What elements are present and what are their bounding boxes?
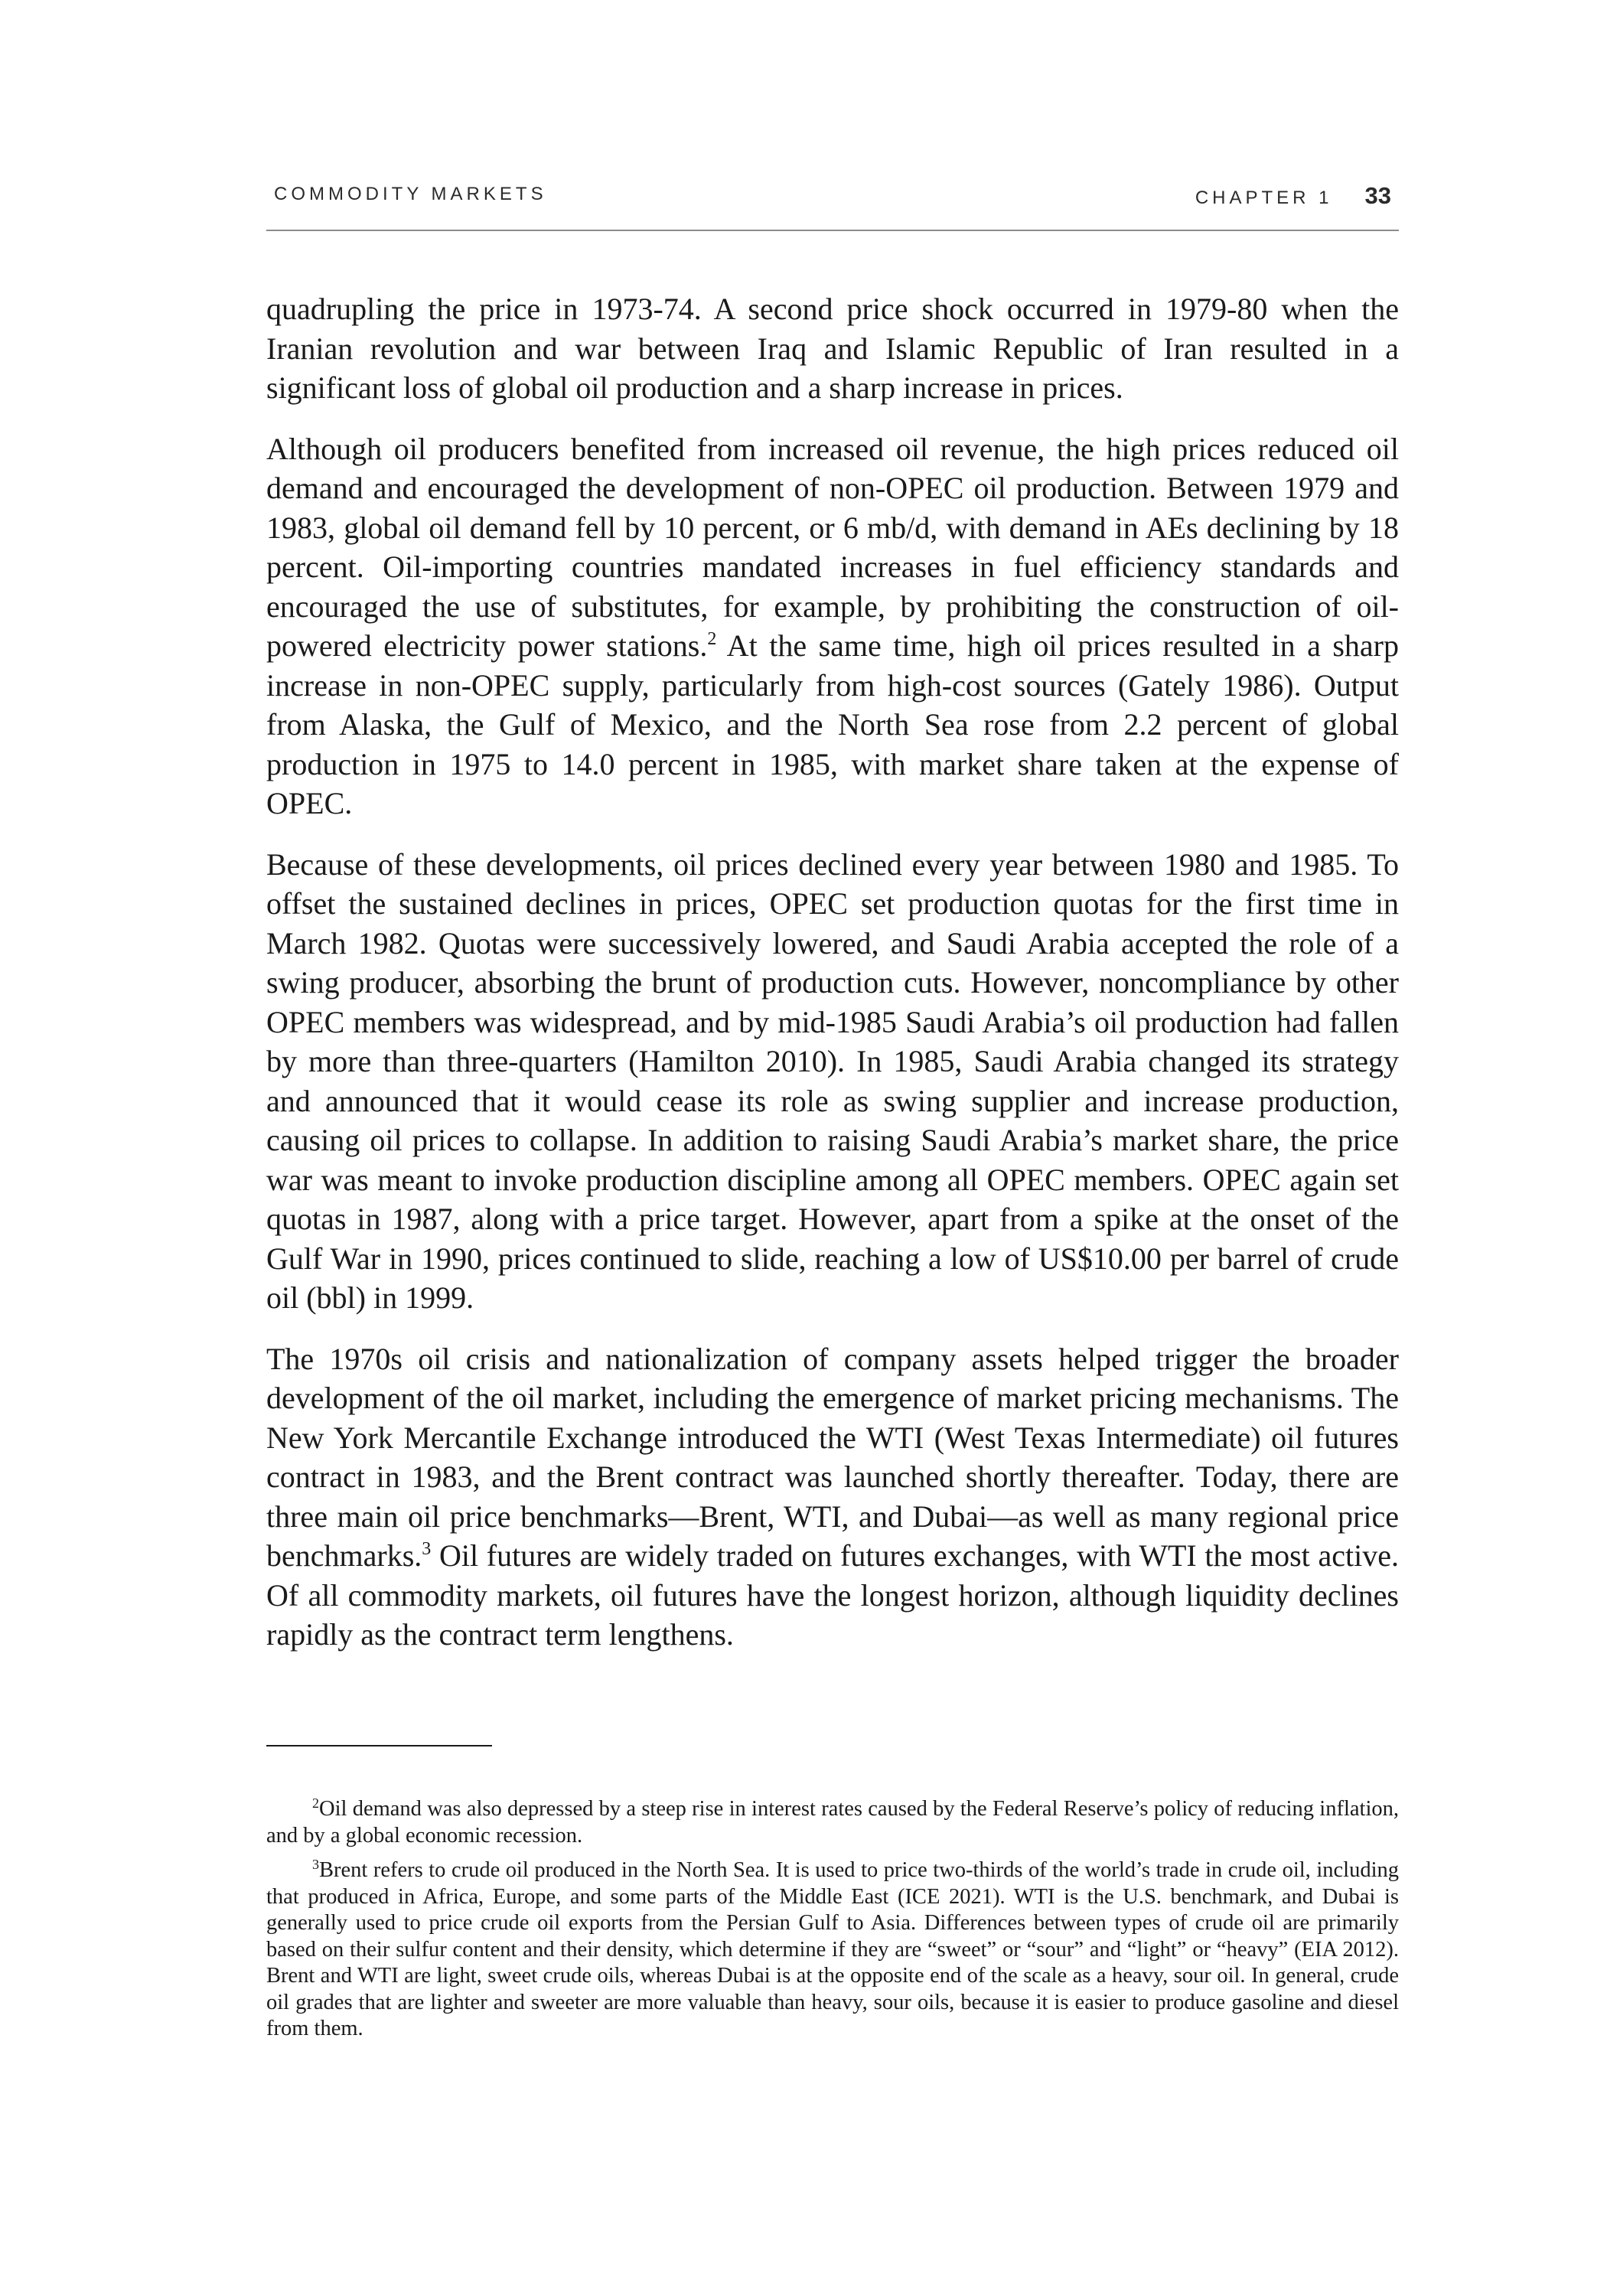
paragraph-text: quadrupling the price in 1973-74. A second price shock occurred in 1979-80 when the Iranian revolution and war between Iraq and Islamic Republic of Iran resulted in a significant loss of global oil production and a sharp increase in prices. [266,292,1399,405]
footnote-2 [266,1796,1399,1849]
footnote-text: Oil demand was also depressed by a steep rise in interest rates caused by the Federal Reserve’s policy of reducing inflation, and by a global economic recession. [266,1797,1399,1848]
paragraph-3 [266,845,1399,1318]
paragraph-text: Although oil producers benefited from increased oil revenue, the high prices reduced oil demand and encouraged the development of non-OPEC oil production. Between 1979 and 1983, global oil demand fell by 10 percent, or 6 mb/d, with demand in AEs declining by 18 percent. Oil-importing countries mandated increases in fuel efficiency standards and encouraged the use of substitutes, for example, by prohibiting the construction of oil-powered electricity power stations. [266,431,1399,663]
footnote-mark: 3 [312,1857,319,1872]
running-title: COMMODITY MARKETS [274,184,547,204]
paragraph-text: Because of these developments, oil prices declined every year between 1980 and 1985. To offset the sustained declines in prices, OPEC set production quotas for the first time in March 1982. Quotas were successively lowered, and Saudi Arabia accepted the role of a swing producer, absorbing the brunt of production cuts. However, noncompliance by other OPEC members was widespread, and by mid-1985 Saudi Arabia’s oil production had fallen by more than three-quarters (Hamilton 2010). In 1985, Saudi Arabia changed its strategy and announced that it would cease its role as swing supplier and increase production, causing oil prices to collapse. In addition to raising Saudi Arabia’s market share, the price war was meant to invoke production discipline among all OPEC members. OPEC again set quotas in 1987, along with a price target. However, apart from a spike at the onset of the Gulf War in 1990, prices continued to slide, reaching a low of US$10.00 per barrel of crude oil (bbl) in 1999. [266,846,1399,1315]
paragraph-text-continued: Oil futures are widely traded on futures exchanges, with WTI the most active. Of all commodity markets, oil futures have the longest horizon, although liquidity declines rapidly as the contract term lengthens. [266,1538,1399,1652]
paragraph-4 [266,1339,1399,1655]
footnotes [266,1796,1399,2051]
page-number: 33 [1364,182,1391,209]
footnote-ref-3[interactable]: 3 [422,1539,432,1559]
paragraph-text-continued: At the same time, high oil prices resulted in a sharp increase in non-OPEC supply, particularly from high-cost sources (Gately 1986). Output from Alaska, the Gulf of Mexico, and the North Sea rose from 2.2 percent of global production in 1975 to 14.0 percent in 1985, with market share taken at the expense of OPEC. [266,628,1400,820]
footnote-3 [266,1857,1399,2043]
paragraph-1 [266,289,1399,408]
paragraph-text: The 1970s oil crisis and nationalization of company assets helped trigger the broader development of the oil market, including the emergence of market pricing mechanisms. The New York Mercantile Exchange introduced the WTI (West Texas Intermediate) oil futures contract in 1983, and the Brent contract was launched shortly thereafter. Today, there are three main oil price benchmarks—Brent, WTI, and Dubai—as well as many regional price benchmarks. [266,1341,1399,1573]
footnote-divider [266,1745,492,1746]
body-text [266,289,1399,1676]
chapter-label: CHAPTER 1 [1195,188,1333,208]
footnote-ref-2[interactable]: 2 [707,629,717,649]
footnote-text: Brent refers to crude oil produced in the North Sea. It is used to price two-thirds of the world’s trade in crude oil, including that produced in Africa, Europe, and some parts of the Middle East (ICE 2021). WTI is the U.S. benchmark, and Dubai is generally used to price crude oil exports from the Persian Gulf to Asia. Differences between types of crude oil are primarily based on their sulfur content and their density, which determine if they are “sweet” or “sour” and “light” or “heavy” (EIA 2012). Brent and WTI are light, sweet crude oils, whereas Dubai is at the opposite end of the scale as a heavy, sour oil. In general, crude oil grades that are lighter and sweeter are more valuable than heavy, sour oils, because it is easier to produce gasoline and diesel from them. [266,1858,1399,2040]
footnote-mark: 2 [312,1795,319,1811]
paragraph-2 [266,429,1399,823]
running-header [266,184,1399,231]
header-right [1195,182,1391,210]
